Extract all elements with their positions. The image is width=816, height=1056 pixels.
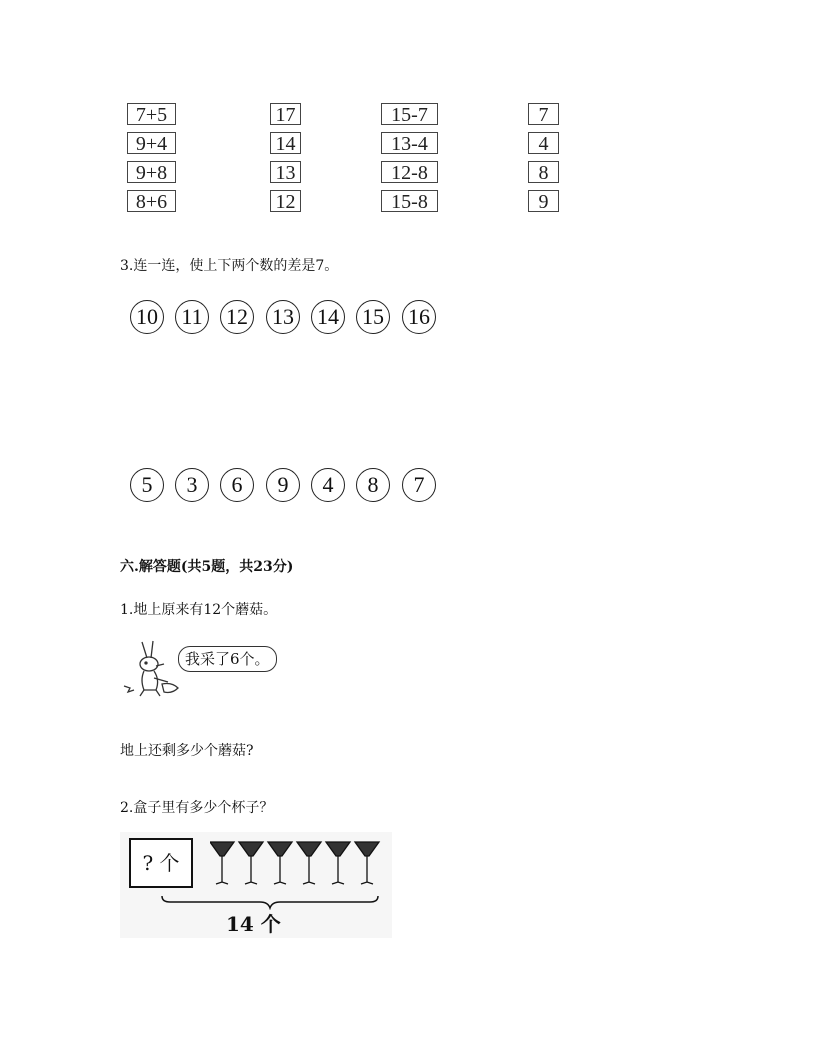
expression-box[interactable]: 12-8	[381, 161, 438, 183]
q2-prompt: 2.盒子里有多少个杯子？	[120, 800, 274, 816]
top-number-circle[interactable]: 14	[311, 300, 345, 334]
top-number-circle[interactable]: 15	[356, 300, 390, 334]
section-heading: 六.解答题(共5题，共23分)	[120, 559, 294, 575]
cups-icon	[210, 838, 390, 894]
expression-box[interactable]: 8+6	[127, 190, 176, 212]
bottom-number-circle[interactable]: 8	[356, 468, 390, 502]
bottom-number-circle[interactable]: 6	[220, 468, 254, 502]
cup-figure	[120, 832, 392, 938]
number-box[interactable]: 13	[270, 161, 301, 183]
number-box[interactable]: 17	[270, 103, 301, 125]
rabbit-figure	[120, 638, 290, 702]
top-number-circle[interactable]: 12	[220, 300, 254, 334]
bottom-number-circle[interactable]: 4	[311, 468, 345, 502]
q1-question: 地上还剩多少个蘑菇?	[120, 743, 254, 759]
bottom-number-circle[interactable]: 3	[175, 468, 209, 502]
number-box[interactable]: 8	[528, 161, 559, 183]
q1-prompt: 1.地上原来有12个蘑菇。	[120, 602, 278, 618]
expression-box[interactable]: 9+4	[127, 132, 176, 154]
expression-box[interactable]: 13-4	[381, 132, 438, 154]
expression-box[interactable]: 9+8	[127, 161, 176, 183]
bottom-number-circle[interactable]: 5	[130, 468, 164, 502]
number-box[interactable]: 7	[528, 103, 559, 125]
bottom-number-circle[interactable]: 9	[266, 468, 300, 502]
total-count-label: 14 个	[226, 912, 281, 936]
number-box[interactable]: 12	[270, 190, 301, 212]
number-box[interactable]: 9	[528, 190, 559, 212]
top-number-circle[interactable]: 13	[266, 300, 300, 334]
top-number-circle[interactable]: 11	[175, 300, 209, 334]
number-box[interactable]: 14	[270, 132, 301, 154]
expression-box[interactable]: 15-8	[381, 190, 438, 212]
q3-prompt: 3.连一连，使上下两个数的差是7。	[120, 258, 339, 274]
top-number-circle[interactable]: 10	[130, 300, 164, 334]
bottom-number-circle[interactable]: 7	[402, 468, 436, 502]
number-box[interactable]: 4	[528, 132, 559, 154]
rabbit-icon	[120, 638, 190, 702]
unknown-count-box[interactable]: ? 个	[129, 838, 193, 888]
top-number-circle[interactable]: 16	[402, 300, 436, 334]
expression-box[interactable]: 7+5	[127, 103, 176, 125]
expression-box[interactable]: 15-7	[381, 103, 438, 125]
speech-bubble: 我采了6个。	[178, 646, 277, 672]
